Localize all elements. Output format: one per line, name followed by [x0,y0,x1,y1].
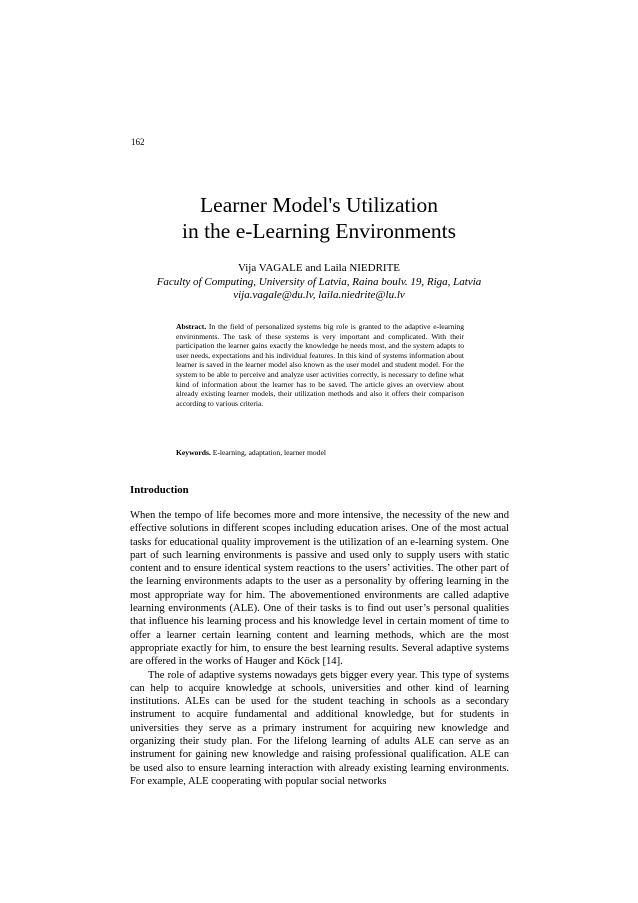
keywords-text: E-learning, adaptation, learner model [212,448,326,457]
author-emails: vija.vagale@du.lv, laila.niedrite@lu.lv [233,289,405,301]
page-number: 162 [131,137,145,147]
author-block [0,262,638,303]
title-line-2: in the e-Learning Environments [181,219,457,243]
author-names: Vija VAGALE and Laila NIEDRITE [237,262,401,274]
abstract-text: In the field of personalized systems big role is granted to the adaptive e-learning environments. The task of these systems is very important and complicated. With their participation the learner gains exactly the knowledge he needs most, and the system adapts to user needs, expectations and his individual features. In this kind of systems information about learner is saved in the learner model also known as the user model and student model. For the system to be able to perceive and analyze user activities correctly, is necessary to define what kind of information about the learner has to be saved. The article gives an overview about already existing learner models, their utilization methods and also it offers their comparison according to various criteria. [176,322,464,408]
keywords-label: Keywords. [176,448,211,457]
author-affiliation: Faculty of Computing, University of Latvia, Raina boulv. 19, Riga, Latvia [156,275,482,288]
abstract-label: Abstract. [176,322,207,331]
paragraph: The role of adaptive systems nowadays gets bigger every year. This type of systems can help to acquire knowledge at schools, universities and other kind of learning institutions. ALEs can be used for the student teaching in schools as a secondary instrument to acquire fundamental and additional knowledge, but for students in universities they serve as a primary instrument for acquiring new knowledge and organizing their study plan. For the lifelong learning of adults ALE can serve as an instrument for gaining new knowledge and raising professional qualification. ALE can be used also to ensure learning interaction with already existing learning environments. For example, ALE cooperating with popular social networks [130,669,509,787]
section-heading: Introduction [130,484,189,496]
title-line-1: Learner Model's Utilization [200,193,438,217]
paragraph: When the tempo of life becomes more and more intensive, the necessity of the new and effective solutions in different scopes including education arises. One of the most actual tasks for educational quality improvement is the utilization of an e-learning system. One part of such learning environments is passive and used only to supply users with static content and to ensure identical system reactions to the users’ activities. The other part of the learning environments adapts to the user as a personality by offering learning in the most appropriate way for him. The abovementioned environments are called adaptive learning environments (ALE). One of their tasks is to find out user’s personal qualities that influence his learning process and his knowledge level in certain moment of time to offer a learner certain learning content and learning methods, which are the most appropriate exactly for him, to ensure the best learning results. Several adaptive systems are offered in the works of Hauger and Köck [14]. [130,510,509,668]
abstract [176,322,464,408]
body-text [130,509,509,788]
paper-title [0,192,638,244]
keywords [176,448,476,458]
